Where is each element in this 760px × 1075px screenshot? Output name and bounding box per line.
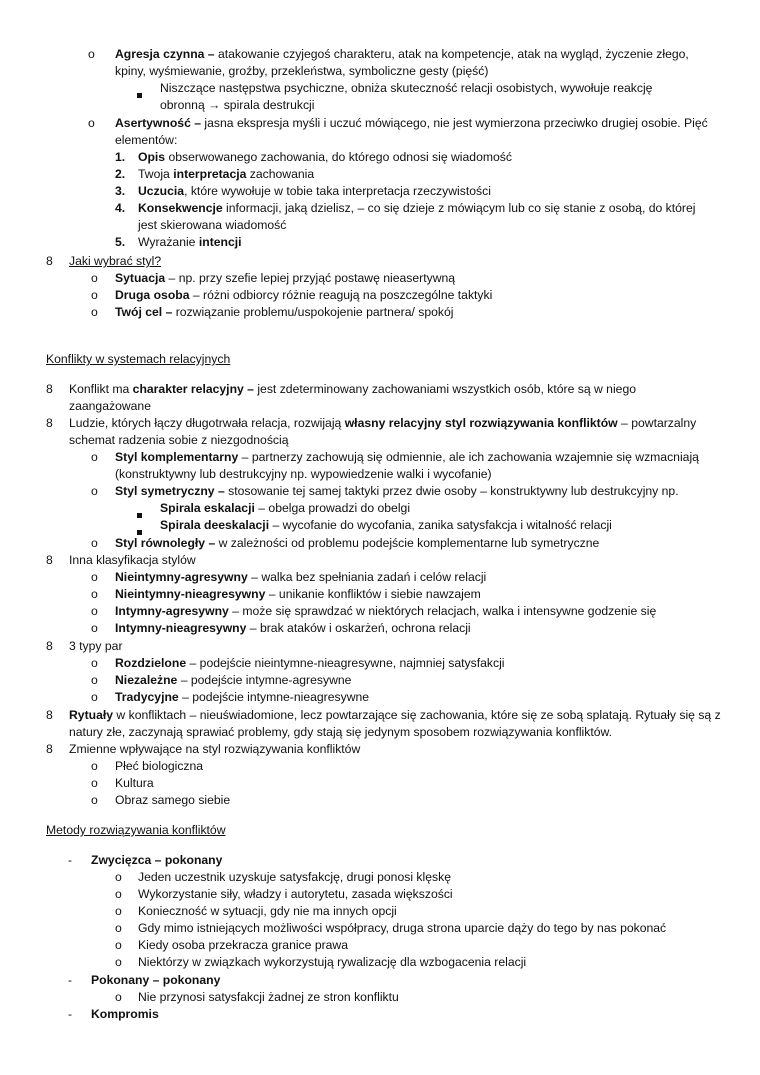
bullet-marker: o <box>91 536 98 550</box>
bullet-marker: o <box>115 938 122 952</box>
list-item: Twój cel – rozwiązanie problemu/uspokojenie partnera/ spokój <box>115 305 454 319</box>
square-bullet-icon <box>137 506 142 523</box>
bullet-marker: 8 <box>46 742 53 756</box>
bullet-marker: o <box>115 921 122 935</box>
bullet-marker: o <box>91 570 98 584</box>
dash-marker: - <box>68 973 73 987</box>
list-item: Agresja czynna – atakowanie czyjegoś charakteru, atak na kompetencje, atak na wygląd, życzenie złego, kpiny, wyśmiewanie, groźby, przekleństwa, symboliczne gesty (pięść) <box>115 47 689 78</box>
section-heading: Metody rozwiązywania konfliktów <box>46 823 226 837</box>
list-item: Opis obserwowanego zachowania, do którego odnosi się wiadomość <box>138 150 512 164</box>
bullet-marker: 8 <box>46 639 53 653</box>
bullet-marker: o <box>91 793 98 807</box>
bullet-marker: o <box>91 759 98 773</box>
bullet-marker: 8 <box>46 708 53 722</box>
list-item: Niezależne – podejście intymne-agresywne <box>115 673 352 687</box>
list-item: Twoja interpretacja zachowania <box>138 167 315 181</box>
bullet-marker: o <box>91 305 98 319</box>
list-item: Rytuały w konfliktach – nieuświadomione, lecz powtarzające się zachowania, które się ze sobą splatają. Rytuały się są z natury złe, zaczynają sprawiać problemy, gdy stają się jedynym sposobem rozwiązywania konfliktów. <box>69 708 721 739</box>
list-item: Rozdzielone – podejście nieintymne-nieagresywne, najmniej satysfakcji <box>115 656 505 670</box>
list-item: Sytuacja – np. przy szefie lepiej przyjąć postawę nieasertywną <box>115 271 456 285</box>
list-item: Zmienne wpływające na styl rozwiązywania konfliktów <box>69 742 361 756</box>
bullet-marker: 8 <box>46 382 53 396</box>
number-marker: 5. <box>115 235 126 249</box>
bullet-marker: o <box>115 955 122 969</box>
list-item: Jeden uczestnik uzyskuje satysfakcję, drugi ponosi klęskę <box>138 870 451 884</box>
list-item: Wykorzystanie siły, władzy i autorytetu, zasada większości <box>138 887 453 901</box>
bullet-marker: o <box>91 604 98 618</box>
number-marker: 1. <box>115 150 126 164</box>
list-item: Tradycyjne – podejście intymne-nieagresywne <box>115 690 370 704</box>
list-item: Nie przynosi satysfakcji żadnej ze stron konfliktu <box>138 990 399 1004</box>
list-item: Uczucia, które wywołuje w tobie taka interpretacja rzeczywistości <box>138 184 491 198</box>
number-marker: 4. <box>115 201 126 215</box>
square-bullet-icon <box>137 86 142 103</box>
list-item: Płeć biologiczna <box>115 759 204 773</box>
list-item: Nieintymny-nieagresywny – unikanie konfliktów i siebie nawzajem <box>115 587 481 601</box>
list-item: Styl komplementarny – partnerzy zachowują się odmiennie, ale ich zachowania wzajemnie się wzmacniają (konstruktywny lub destrukcyjny np. wypowiedzenie walki i wycofanie) <box>115 450 699 481</box>
list-item: Ludzie, których łączy długotrwała relacja, rozwijają własny relacyjny styl rozwiązywania konfliktów – powtarzalny schemat radzenia sobie z niezgodnością <box>69 416 697 447</box>
list-item: Gdy mimo istniejących możliwości współpracy, druga strona uparcie dąży do tego by nas pokonać <box>138 921 667 935</box>
bullet-marker: o <box>88 116 95 130</box>
list-item: Kompromis <box>91 1007 159 1021</box>
bullet-marker: o <box>91 776 98 790</box>
list-item: Spirala deeskalacji – wycofanie do wycofania, zanika satysfakcja i witalność relacji <box>160 518 612 532</box>
list-item: Styl symetryczny – stosowanie tej samej taktyki przez dwie osoby – konstruktywny lub destrukcyjny np. <box>115 484 679 498</box>
number-marker: 2. <box>115 167 126 181</box>
section-heading: Konflikty w systemach relacyjnych <box>46 352 231 366</box>
bullet-marker: o <box>115 870 122 884</box>
list-item: Konieczność w sytuacji, gdy nie ma innych opcji <box>138 904 397 918</box>
list-item: 3 typy par <box>69 639 123 653</box>
bullet-marker: o <box>115 990 122 1004</box>
bullet-marker: o <box>91 656 98 670</box>
bullet-marker: o <box>88 47 95 61</box>
bullet-marker: o <box>91 271 98 285</box>
arrow-icon: → <box>208 98 221 112</box>
list-item: Inna klasyfikacja stylów <box>69 553 196 567</box>
bullet-marker: o <box>91 690 98 704</box>
bullet-marker: 8 <box>46 254 53 268</box>
list-item: Pokonany – pokonany <box>91 973 221 987</box>
bullet-marker: o <box>91 673 98 687</box>
list-item: Niszczące następstwa psychiczne, obniża skuteczność relacji osobistych, wywołuje reakcję obronną → spirala destrukcji <box>160 81 653 112</box>
list-item: Kiedy osoba przekracza granice prawa <box>138 938 349 952</box>
list-item: Konflikt ma charakter relacyjny – jest zdeterminowany zachowaniami wszystkich osób, które są w niego zaangażowane <box>69 382 636 413</box>
bullet-marker: o <box>91 484 98 498</box>
list-item: Spirala eskalacji – obelga prowadzi do obelgi <box>160 501 411 515</box>
list-item: Konsekwencje informacji, jaką dzielisz, – co się dzieje z mówiącym lub co się stanie z osobą, do której jest skierowana wiadomość <box>138 201 696 232</box>
bullet-marker: o <box>91 288 98 302</box>
bullet-marker: o <box>115 887 122 901</box>
number-marker: 3. <box>115 184 126 198</box>
bullet-marker: 8 <box>46 553 53 567</box>
list-item: Asertywność – jasna ekspresja myśli i uczuć mówiącego, nie jest wymierzona przeciwko drugiej osobie. Pięć elementów: <box>115 116 708 147</box>
list-item: Intymny-agresywny – może się sprawdzać w niektórych relacjach, walka i intensywne godzenie się <box>115 604 657 618</box>
list-item: Jaki wybrać styl? <box>69 254 162 268</box>
list-item: Styl równoległy – w zależności od problemu podejście komplementarne lub symetryczne <box>115 536 600 550</box>
list-item: Nieintymny-agresywny – walka bez spełniania zadań i celów relacji <box>115 570 487 584</box>
bullet-marker: o <box>91 621 98 635</box>
list-item: Niektórzy w związkach wykorzystują rywalizację dla wzbogacenia relacji <box>138 955 527 969</box>
list-item: Obraz samego siebie <box>115 793 231 807</box>
bullet-marker: o <box>91 587 98 601</box>
list-item: Druga osoba – różni odbiorcy różnie reagują na poszczególne taktyki <box>115 288 493 302</box>
bullet-marker: o <box>115 904 122 918</box>
dash-marker: - <box>68 1007 73 1021</box>
list-item: Intymny-nieagresywny – brak ataków i oskarżeń, ochrona relacji <box>115 621 471 635</box>
list-item: Kultura <box>115 776 154 790</box>
dash-marker: - <box>68 853 73 867</box>
bullet-marker: o <box>91 450 98 464</box>
list-item: Zwycięzca – pokonany <box>91 853 223 867</box>
list-item: Wyrażanie intencji <box>138 235 242 249</box>
bullet-marker: 8 <box>46 416 53 430</box>
